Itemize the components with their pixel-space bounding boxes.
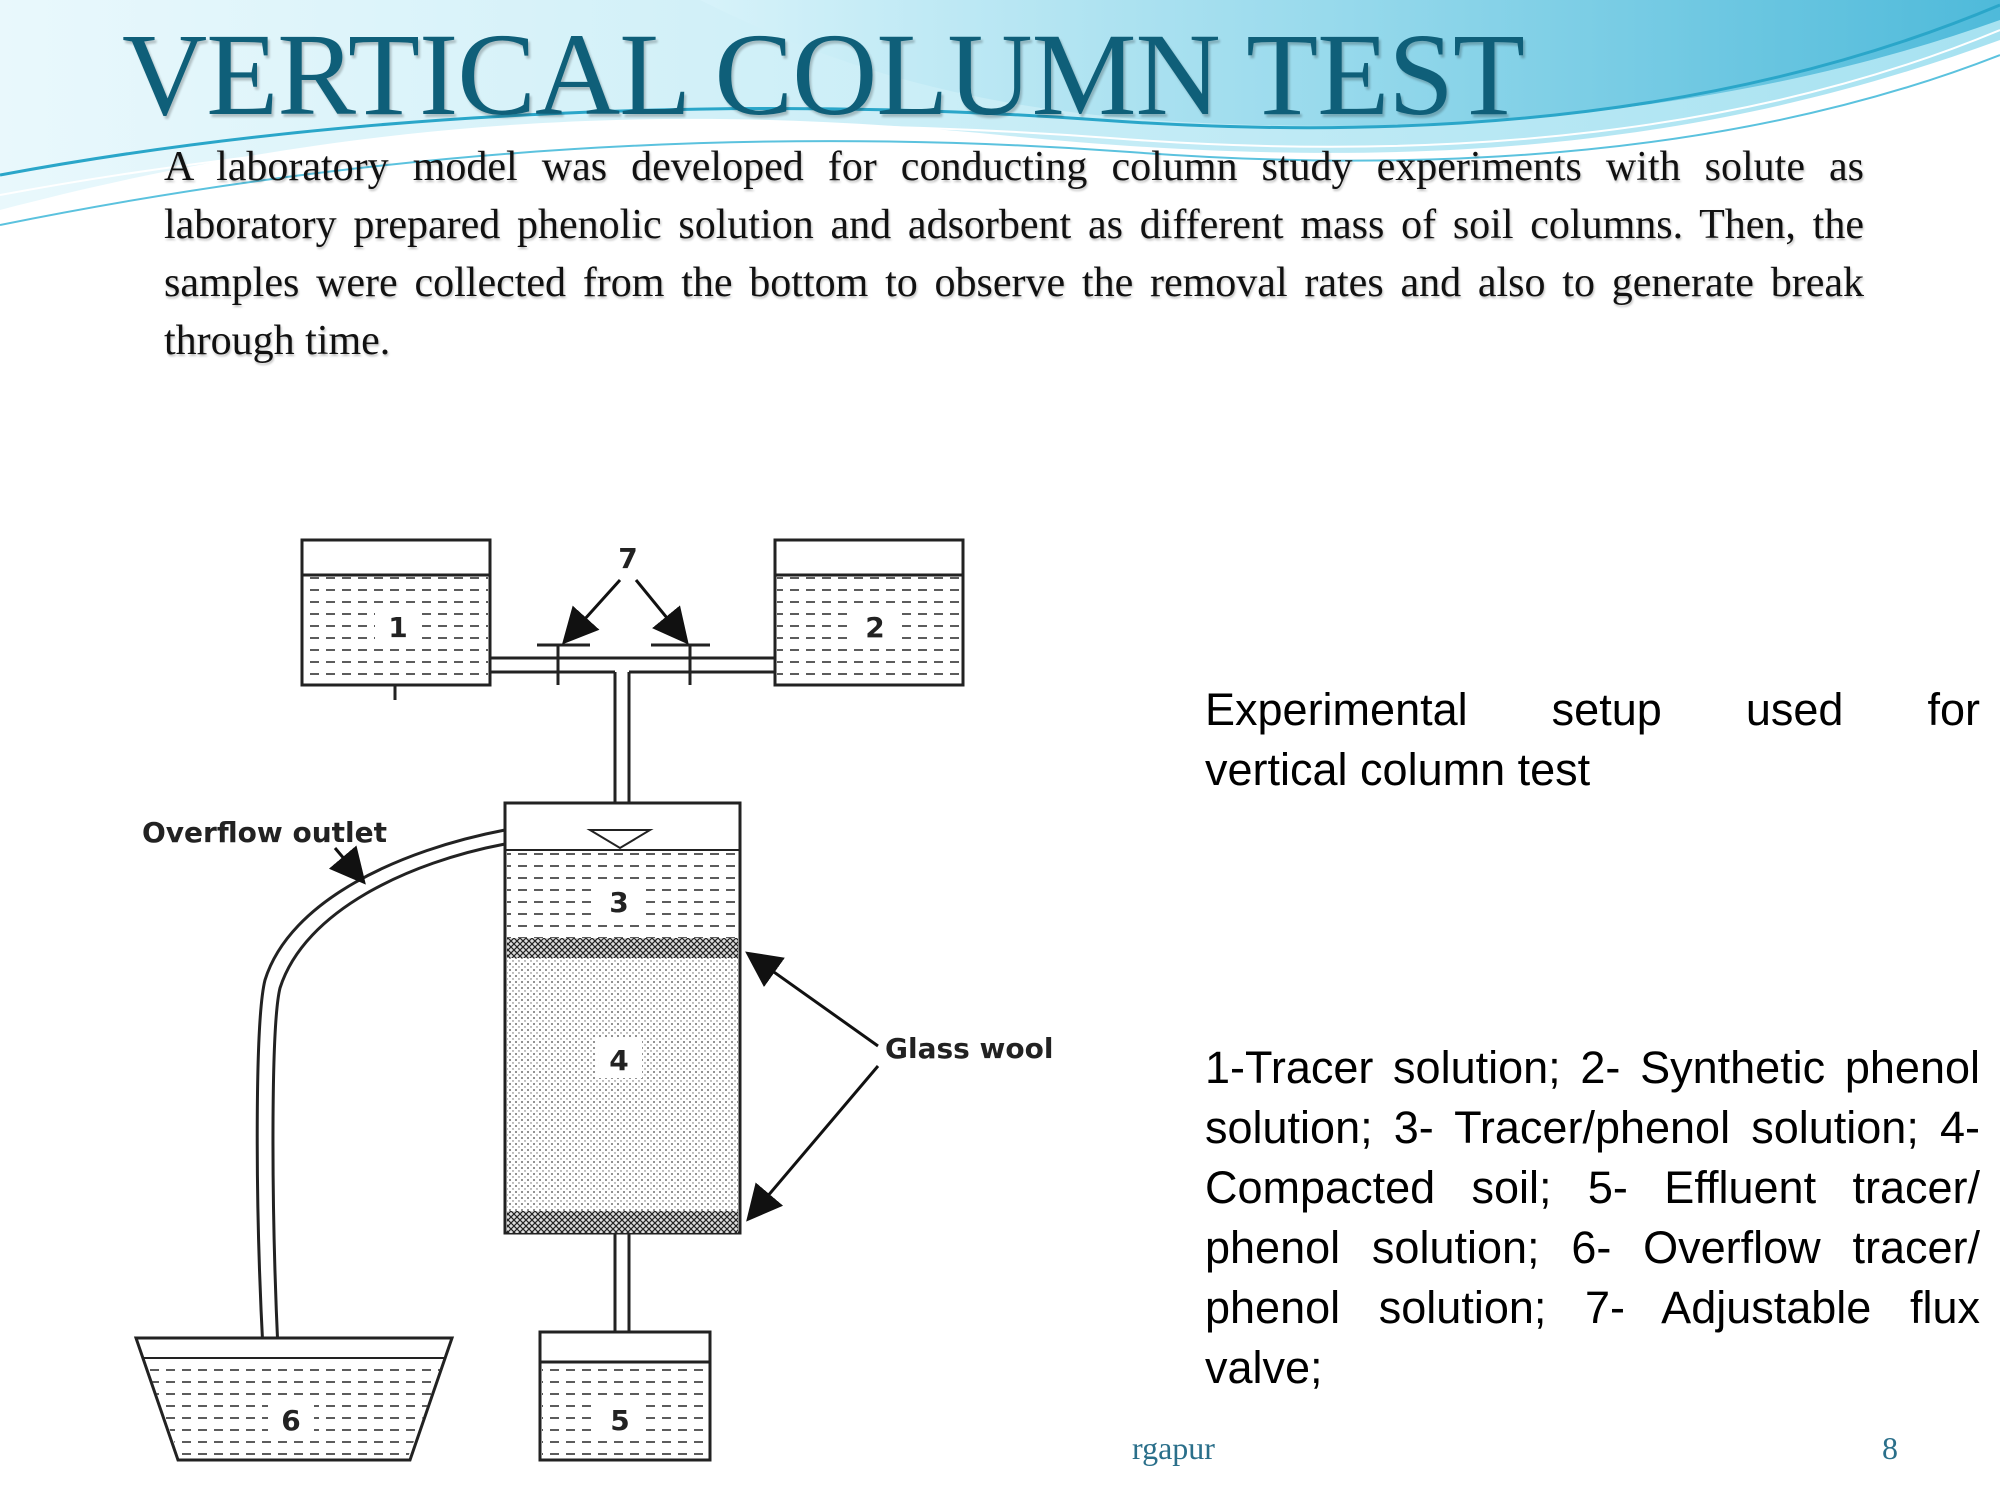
glass-wool-arrow-bottom: [750, 1066, 878, 1217]
soil-column: [505, 803, 740, 1233]
intro-paragraph: A laboratory model was developed for conducting column study experiments with solute as laboratory prepared phenolic solution and adsorbent as different mass of soil columns. Then, the samples were collected from the bottom to observe the removal rates and also to generate break through time.: [164, 144, 1864, 364]
glass-wool-bottom: [507, 1211, 738, 1233]
figure-caption-line-1: Experimental setup used for: [1205, 684, 1980, 735]
tank-1-tracer-solution: [302, 540, 490, 685]
valve-arrow-right: [636, 580, 685, 640]
outlet-pipe: [615, 1233, 629, 1332]
glass-wool-arrow-top: [750, 955, 878, 1046]
slide-title: VERTICAL COLUMN TEST: [122, 9, 1524, 140]
label-2: 2: [865, 611, 885, 644]
page-number: 8: [1882, 1430, 1898, 1466]
label-4: 4: [609, 1044, 629, 1077]
glass-wool-top: [507, 938, 738, 958]
label-5: 5: [610, 1404, 630, 1437]
figure-caption-line-2: vertical column test: [1205, 744, 1591, 795]
valve-arrow-left: [566, 580, 620, 640]
tank-6-overflow: [136, 1338, 452, 1460]
compacted-soil: [507, 958, 738, 1211]
label-3: 3: [609, 886, 629, 919]
figure-legend: 1-Tracer solution; 2- Synthetic phenol solution; 3- Tracer/phenol solution; 4- Compacted soil; 5- Effluent tracer/ phenol solution; 6- Overflow tracer/ phenol solution; 7- Adjustable flux valve;: [1205, 1042, 1980, 1393]
label-7: 7: [618, 542, 638, 575]
tank-2-phenol-solution: [775, 540, 963, 685]
label-1: 1: [388, 611, 408, 644]
overflow-tube: [257, 830, 505, 1350]
overflow-outlet-label: Overflow outlet: [142, 816, 387, 849]
glass-wool-label: Glass wool: [885, 1032, 1054, 1065]
experimental-setup-diagram: [100, 500, 1135, 1500]
label-6: 6: [281, 1404, 301, 1437]
overflow-arrow: [335, 848, 362, 880]
footer-text: rgapur: [1132, 1430, 1215, 1466]
tank-5-effluent: [540, 1332, 710, 1460]
flux-valves: [537, 645, 710, 685]
